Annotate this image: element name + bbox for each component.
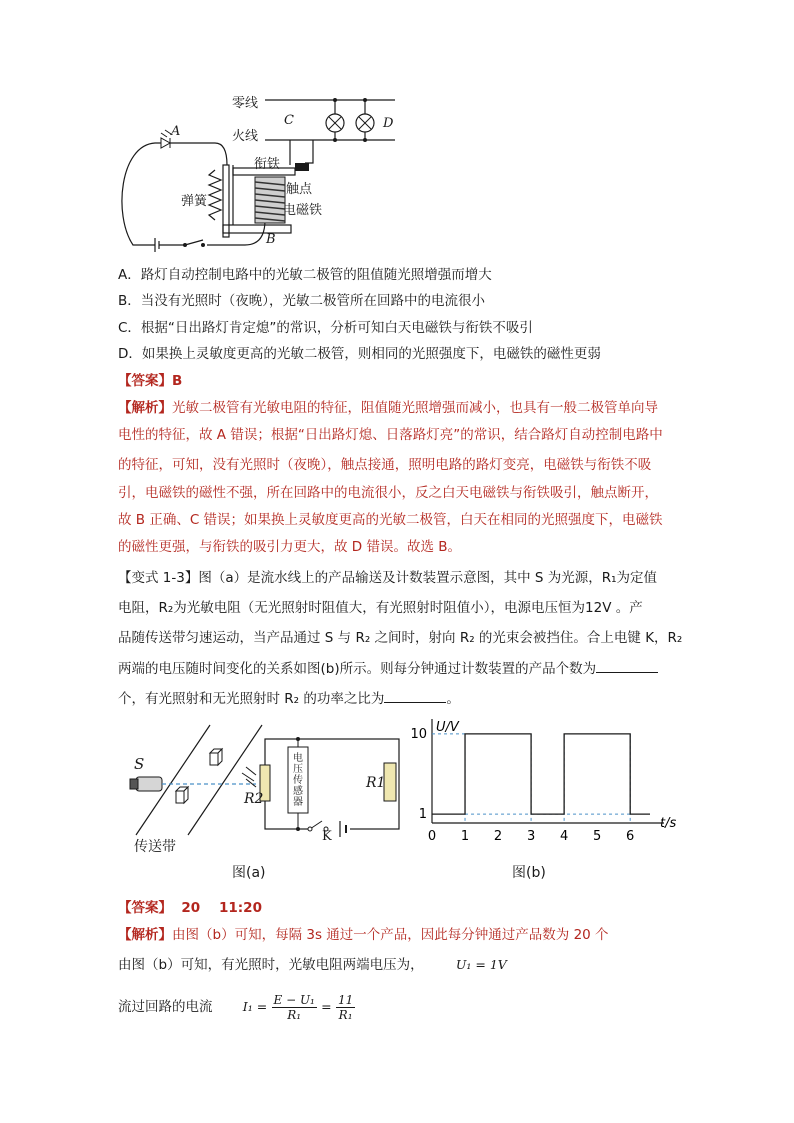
analysis-1-line-2: 电性的特征，故 A 错误；根据“日出路灯熄、日落路灯亮”的常识，结合路灯自动控制电路中 — [118, 427, 663, 443]
label-d: D — [383, 116, 394, 131]
answer-1-label: 【答案】 — [118, 373, 172, 389]
fraction-1-numerator: E − U₁ — [273, 992, 315, 1007]
y-tick-label-1: 1 — [418, 807, 427, 823]
figure-b-voltage-chart — [410, 715, 680, 855]
figure-b-caption: 图(b) — [512, 865, 546, 881]
label-c: C — [284, 113, 294, 128]
variant-line-4 — [118, 658, 658, 679]
y-tick-label-10: 10 — [410, 726, 427, 742]
option-a: A．路灯自动控制电路中的光敏二极管的阻值随光照增强而增大 — [118, 267, 492, 283]
analysis-1-text-1: 光敏二极管有光敏电阻的特征，阻值随光照增强而减小，也具有一般二极管单向导 — [172, 400, 658, 416]
zero-line-label: 零线 — [232, 96, 259, 111]
conveyor-belt-label: 传送带 — [134, 839, 176, 855]
voltage-sensor-label — [292, 753, 304, 808]
variant-line-4-text: 两端的电压随时间变化的关系如图(b)所示。则每分钟通过计数装置的产品个数为 — [118, 661, 597, 677]
analysis-2-text-1: 由图（b）可知，每隔 3s 通过一个产品，因此每分钟通过产品数为 20 个 — [172, 927, 609, 943]
analysis-1-label: 【解析】 — [118, 400, 172, 416]
spring-label: 弹簧 — [181, 194, 208, 209]
u1-formula: U₁ = 1V — [455, 957, 507, 972]
street-lamp-circuit-diagram — [115, 85, 405, 260]
label-r2: R2 — [244, 791, 264, 807]
figure-a-caption: 图(a) — [232, 865, 266, 881]
fraction-2-numerator: 11 — [337, 992, 354, 1007]
sensor-char-2: 压 — [293, 764, 303, 775]
fire-line-label: 火线 — [232, 129, 259, 144]
y-axis-label: U/V — [436, 720, 459, 735]
analysis-1-line-1 — [118, 398, 658, 418]
sensor-char-5: 器 — [293, 797, 303, 808]
option-d: D．如果换上灵敏度更高的光敏二极管，则相同的光照强度下，电磁铁的磁性更弱 — [118, 346, 601, 362]
x-axis-label: t/s — [660, 816, 677, 831]
x-tick-label-2: 2 — [493, 829, 503, 844]
analysis-2-line-3 — [118, 990, 355, 1024]
answer-1-value: B — [172, 373, 183, 389]
answer-2-label: 【答案】 — [118, 900, 172, 916]
option-b: B．当没有光照时（夜晚），光敏二极管所在回路中的电流很小 — [118, 293, 486, 309]
analysis-2-text-3: 流过回路的电流 — [118, 999, 213, 1015]
analysis-2-text-2: 由图（b）可知，有光照时，光敏电阻两端电压为， — [118, 957, 424, 973]
variant-line-1: 【变式 1-3】图（a）是流水线上的产品输送及计数装置示意图，其中 S 为光源，R₁为定值 — [118, 570, 658, 586]
x-tick-label-1: 1 — [460, 829, 470, 844]
fraction-2-denominator: R₁ — [338, 1007, 353, 1022]
variant-line-3: 品随传送带匀速运动，当产品通过 S 与 R₂ 之间时，射向 R₂ 的光束会被挡住。合上电键 K，R₂ — [118, 630, 683, 646]
answer-2-value: 20 11:20 — [181, 900, 262, 916]
armature-label: 衔铁 — [254, 157, 281, 172]
analysis-2-line-1 — [118, 925, 609, 945]
contact-label: 触点 — [286, 182, 313, 197]
voltage-series-line — [432, 734, 650, 814]
analysis-1-line-4: 引，电磁铁的磁性不强，所在回路中的电流很小，反之白天电磁铁与衔铁吸引，触点断开， — [118, 485, 658, 501]
analysis-1-line-5: 故 B 正确、C 错误；如果换上灵敏度更高的光敏二极管，白天在相同的光照强度下，电磁铁 — [118, 512, 663, 528]
answer-blank-2 — [384, 688, 446, 703]
i1-fraction-1 — [272, 993, 317, 1022]
sensor-char-3: 传 — [293, 775, 303, 786]
x-tick-label-4: 4 — [559, 829, 569, 844]
sensor-char-1: 电 — [293, 753, 303, 764]
equals-sign: = — [321, 999, 332, 1014]
answer-blank-1 — [596, 658, 658, 673]
x-tick-label-3: 3 — [526, 829, 536, 844]
analysis-1-line-3: 的特征，可知，没有光照时（夜晚），触点接通，照明电路的路灯变亮，电磁铁与衔铁不吸 — [118, 457, 652, 473]
label-a: A — [171, 124, 181, 139]
x-tick-label-5: 5 — [593, 829, 602, 844]
electromagnet-label: 电磁铁 — [283, 203, 323, 218]
analysis-2-label: 【解析】 — [118, 927, 172, 943]
label-b: B — [266, 232, 276, 247]
fraction-1-denominator: R₁ — [287, 1007, 302, 1022]
label-k: K — [322, 829, 332, 844]
analysis-1-line-6: 的磁性更强，与衔铁的吸引力更大，故 D 错误。故选 B。 — [118, 539, 462, 555]
x-tick-label-0: 0 — [427, 829, 437, 844]
i1-lhs: I₁ = — [242, 999, 268, 1014]
option-c: C．根据“日出路灯肯定熄”的常识，分析可知白天电磁铁与衔铁不吸引 — [118, 320, 533, 336]
variant-end-mark: 。 — [446, 691, 460, 707]
label-r1: R1 — [366, 775, 386, 791]
x-tick-label-6: 6 — [626, 829, 635, 844]
i1-fraction-2 — [336, 993, 355, 1022]
variant-line-2: 电阻，R₂为光敏电阻（无光照射时阻值大，有光照射时阻值小），电源电压恒为12V 。产 — [118, 600, 643, 616]
variant-line-5-text: 个，有光照射和无光照射时 R₂ 的功率之比为 — [118, 691, 385, 707]
sensor-char-4: 感 — [293, 786, 303, 797]
answer-1 — [118, 371, 182, 391]
analysis-2-line-2 — [118, 955, 507, 975]
variant-line-5 — [118, 688, 460, 709]
answer-2 — [118, 898, 262, 918]
label-s: S — [134, 755, 145, 773]
